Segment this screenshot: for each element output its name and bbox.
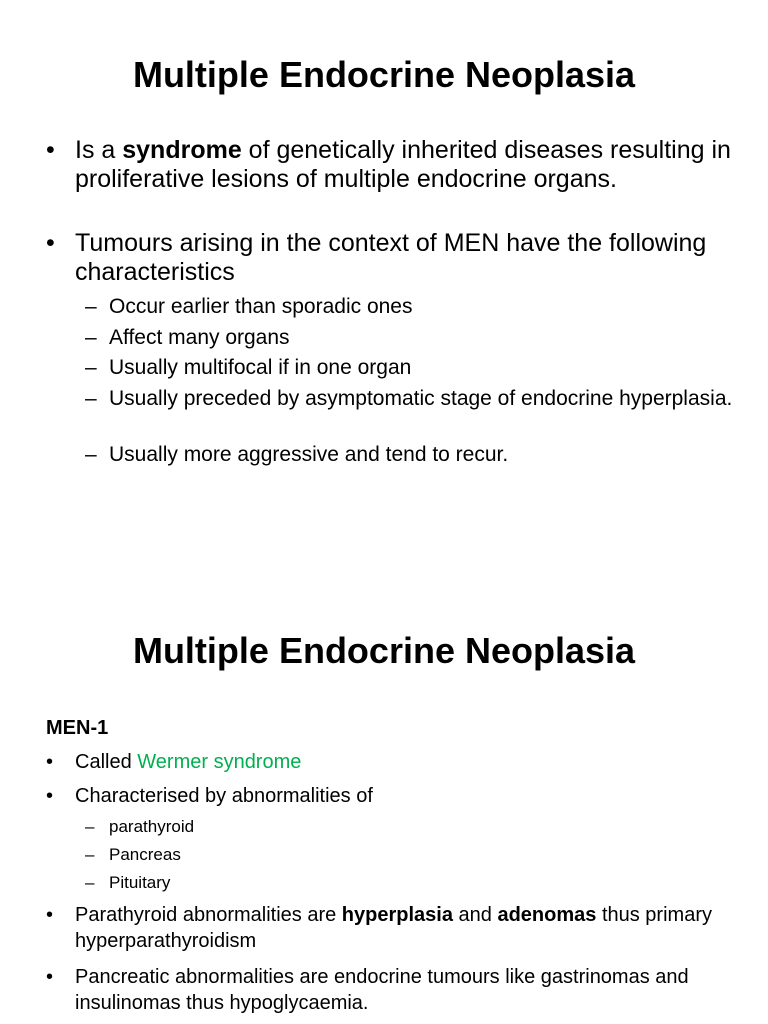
sub-item-text: Usually preceded by asymptomatic stage of endocrine hyperplasia. xyxy=(109,387,733,410)
sub-item-text: Usually more aggressive and tend to recur. xyxy=(109,443,509,466)
sub-item-text: Affect many organs xyxy=(109,326,290,349)
slide1-bullet-syndrome xyxy=(46,136,736,194)
bold-term-adenomas: adenomas xyxy=(497,904,597,926)
slide2-bullet-parathyroid xyxy=(46,902,736,954)
sub-item-text: parathyroid xyxy=(109,817,195,836)
text-run: thus primary hyperparathyroidism xyxy=(75,904,712,952)
sub-item-text: Occur earlier than sporadic ones xyxy=(109,295,413,318)
sub-item-text: Pancreas xyxy=(109,845,181,864)
slide2-sub-item xyxy=(85,816,745,838)
dash-icon: – xyxy=(85,295,97,318)
sub-item-text: Pituitary xyxy=(109,873,171,892)
sub-item-text: Usually multifocal if in one organ xyxy=(109,356,412,379)
slide2-sub-item xyxy=(85,844,745,866)
slide1-sub-item xyxy=(85,294,745,319)
bullet-icon: • xyxy=(46,904,54,926)
slide1-sub-item xyxy=(85,386,745,411)
slide1-sub-item xyxy=(85,355,745,380)
bullet-text: Tumours arising in the context of MEN have the following characteristics xyxy=(75,229,707,286)
slide2-bullet-characterised xyxy=(46,783,736,809)
text-run: Is a xyxy=(75,136,123,164)
bullet-icon: • xyxy=(46,751,54,773)
slide1-title: Multiple Endocrine Neoplasia xyxy=(132,54,636,95)
slide1-sub-item xyxy=(85,325,745,350)
text-run: Called xyxy=(75,751,138,773)
dash-icon: – xyxy=(85,817,95,836)
text-run: and xyxy=(452,904,498,926)
section-heading-men1: MEN-1 xyxy=(46,717,109,739)
bullet-text: Characterised by abnormalities of xyxy=(75,785,373,807)
dash-icon: – xyxy=(85,326,97,349)
slide2-title: Multiple Endocrine Neoplasia xyxy=(132,630,636,671)
dash-icon: – xyxy=(85,443,97,466)
dash-icon: – xyxy=(85,387,97,410)
text-run: of genetically inherited diseases resulting in proliferative lesions of multiple endocrine organs. xyxy=(75,136,731,193)
text-run: Parathyroid abnormalities are xyxy=(75,904,342,926)
bold-term-hyperplasia: hyperplasia xyxy=(341,904,453,926)
bullet-text xyxy=(46,902,736,954)
dash-icon: – xyxy=(85,356,97,379)
bullet-icon: • xyxy=(46,229,55,257)
slide2-bullet-called xyxy=(46,749,736,775)
dash-icon: – xyxy=(85,845,95,864)
bullet-icon: • xyxy=(46,136,55,164)
dash-icon: – xyxy=(85,873,95,892)
bullet-text: Pancreatic abnormalities are endocrine tumours like gastrinomas and insulinomas thus hypoglycaemia. xyxy=(75,966,689,1014)
slide2-sub-item xyxy=(85,872,745,894)
highlight-wermer-syndrome: Wermer syndrome xyxy=(137,751,302,773)
bold-term-syndrome: syndrome xyxy=(122,136,242,164)
bullet-icon: • xyxy=(46,785,54,807)
slide1-bullet-tumours xyxy=(46,229,736,287)
slide2-bullet-pancreatic xyxy=(46,964,736,1016)
bullet-text xyxy=(46,136,736,194)
bullet-icon: • xyxy=(46,966,54,988)
bullet-text xyxy=(46,749,736,775)
slide1-sub-item xyxy=(85,442,745,467)
